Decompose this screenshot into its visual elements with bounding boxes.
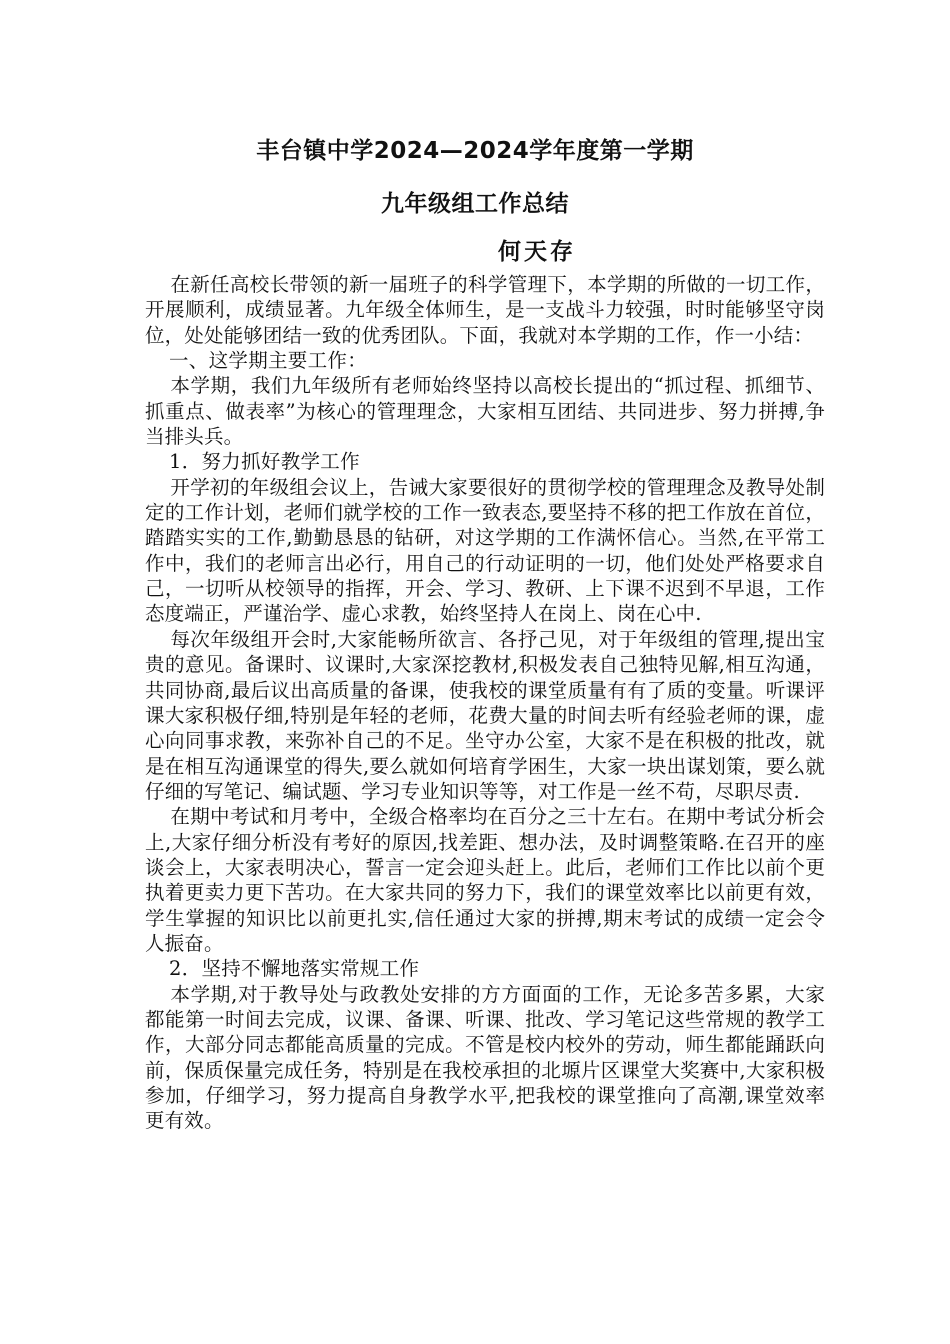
item-heading-1: 1．努力抓好教学工作 — [169, 450, 360, 474]
author-name: 何天存 — [498, 239, 576, 265]
item1-paragraph-2: 每次年级组开会时,大家能畅所欲言、各抒己见，对于年级组的管理,提出宝贵的意见。备课时、议课时,大家深挖教材,积极发表自己独特见解,相互沟通，共同协商,最后议出高质量的备课，使我校的课堂质量有有了质的变量。听课评课大家积极仔细,特别是年轻的老师，花费大量的时间去听有经验老师的课，虚心向同事求教，来弥补自己的不足。坐守办公室，大家不是在积极的批改，就是在相互沟通课堂的得失,要么就如何培育学困生，大家一块出谋划策，要么就仔细的写笔记、编试题、学习专业知识等等，对工作是一丝不苟，尽职尽责. — [145, 627, 825, 803]
item1-paragraph-3: 在期中考试和月考中，全级合格率均在百分之三十左右。在期中考试分析会上,大家仔细分析没有考好的原因,找差距、想办法，及时调整策略.在召开的座谈会上，大家表明决心，誓言一定会迎头赶上。此后，老师们工作比以前个更执着更卖力更下苦功。在大家共同的努力下，我们的课堂效率比以前更有效，学生掌握的知识比以前更扎实,信任通过大家的拼搏,期末考试的成绩一定会令人振奋。 — [145, 805, 825, 955]
item-heading-2: 2．坚持不懈地落实常规工作 — [169, 957, 420, 981]
intro-paragraph: 在新任高校长带领的新一届班子的科学管理下，本学期的所做的一切工作，开展顺利，成绩显著。九年级全体师生，是一支战斗力较强，时时能够坚守岗位，处处能够团结一致的优秀团队。下面，我就对本学期的工作，作一小结： — [145, 273, 825, 347]
document-body — [145, 272, 825, 1134]
section-heading: 一、这学期主要工作： — [169, 349, 368, 373]
document-title: 丰台镇中学2024—2024学年度第一学期 — [256, 138, 694, 164]
document-subtitle: 九年级组工作总结 — [381, 191, 569, 217]
item1-paragraph-1: 开学初的年级组会议上，告诫大家要很好的贯彻学校的管理理念及教导处制定的工作计划，老师们就学校的工作一致表态,要坚持不移的把工作放在首位，踏踏实实的工作,勤勤恳恳的钻研，对这学期的工作满怀信心。当然,在平常工作中，我们的老师言出必行，用自己的行动证明的一切，他们处处严格要求自己，一切听从校领导的指挥，开会、学习、教研、上下课不迟到不早退，工作态度端正，严谨治学、虚心求教，始终坚持人在岗上、岗在心中. — [145, 475, 825, 626]
section-paragraph: 本学期，我们九年级所有老师始终坚持以高校长提出的“抓过程、抓细节、抓重点、做表率”为核心的管理理念，大家相互团结、共同进步、努力拼搏,争当排头兵。 — [145, 374, 825, 449]
item2-paragraph-1: 本学期,对于教导处与政教处安排的方方面面的工作，无论多苦多累，大家都能第一时间去完成，议课、备课、听课、批改、学习笔记这些常规的教学工作，大部分同志都能高质量的完成。不管是校内校外的劳动，师生都能踊跃向前，保质保量完成任务，特别是在我校承担的北塬片区课堂大奖赛中,大家积极参加，仔细学习，努力提高自身教学水平,把我校的课堂推向了高潮,课堂效率更有效。 — [145, 982, 825, 1133]
